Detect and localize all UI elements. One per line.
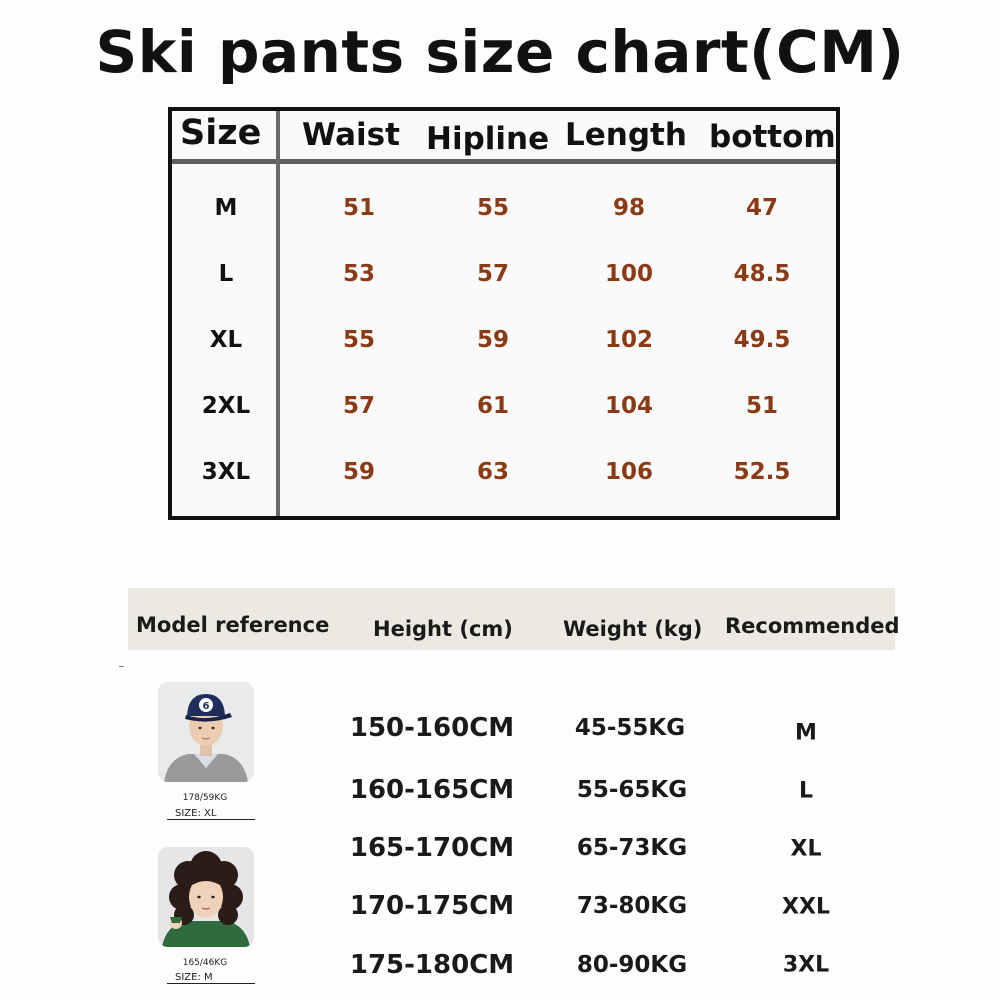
cell-waist: 51 [342,195,376,221]
cell-waist: 57 [342,393,376,419]
cell-bottom: 48.5 [733,261,791,287]
cell-length: 104 [604,393,654,419]
cell-bottom: 49.5 [733,327,791,353]
cell-hipline: 59 [476,327,510,353]
cap-number: 6 [202,701,210,712]
tick-mark [119,666,124,667]
row-size-label: 2XL [201,393,251,419]
model-male-illustration [158,682,254,782]
cell-bottom: 51 [745,393,779,419]
size-chart-table [168,107,840,520]
ref-weight: 73-80KG [576,893,688,919]
ref-height: 170-175CM [349,891,515,921]
row-size-label: M [214,195,238,221]
ref-height: 150-160CM [349,713,515,743]
cell-hipline: 57 [476,261,510,287]
header-height: Height (cm) [373,617,513,641]
ref-weight: 45-55KG [574,715,686,741]
page-title: Ski pants size chart(CM) [95,18,905,86]
header-recommended: Recommended [725,614,900,638]
row-size-label: 3XL [201,459,251,485]
ref-weight: 55-65KG [576,777,688,803]
ref-recommended: XXL [782,894,830,920]
header-length: Length [565,117,687,153]
ref-recommended: XL [790,836,822,862]
ref-height: 165-170CM [349,833,515,863]
header-size: Size [180,113,262,153]
header-model-reference: Model reference [136,613,330,637]
cell-waist: 55 [342,327,376,353]
row-size-label: L [218,261,234,287]
cell-bottom: 52.5 [733,459,791,485]
model-caption: 178/59KG [182,793,228,803]
cell-waist: 53 [342,261,376,287]
model-size-label: SIZE: XL [167,808,255,820]
model-size-label: SIZE: M [167,972,255,984]
ref-recommended: L [798,778,814,804]
cell-length: 98 [612,195,646,221]
ref-height: 175-180CM [349,950,515,980]
cell-hipline: 63 [476,459,510,485]
model-photo-male [158,682,254,782]
ref-recommended: 3XL [782,952,830,978]
model-photo-female [158,847,254,947]
header-weight: Weight (kg) [563,617,703,641]
cell-hipline: 55 [476,195,510,221]
header-bottom: bottom [709,119,836,155]
cell-hipline: 61 [476,393,510,419]
model-caption: 165/46KG [182,958,228,968]
model-female-illustration [158,847,254,947]
cell-length: 100 [604,261,654,287]
header-divider [172,159,836,164]
ref-weight: 80-90KG [576,952,688,978]
cell-bottom: 47 [745,195,779,221]
ref-recommended: M [795,720,817,746]
cell-length: 102 [604,327,654,353]
column-divider [276,111,280,516]
cell-waist: 59 [342,459,376,485]
cell-length: 106 [604,459,654,485]
ref-weight: 65-73KG [576,835,688,861]
header-hipline: Hipline [426,121,550,157]
header-waist: Waist [302,117,400,153]
ref-height: 160-165CM [349,775,515,805]
row-size-label: XL [209,327,243,353]
